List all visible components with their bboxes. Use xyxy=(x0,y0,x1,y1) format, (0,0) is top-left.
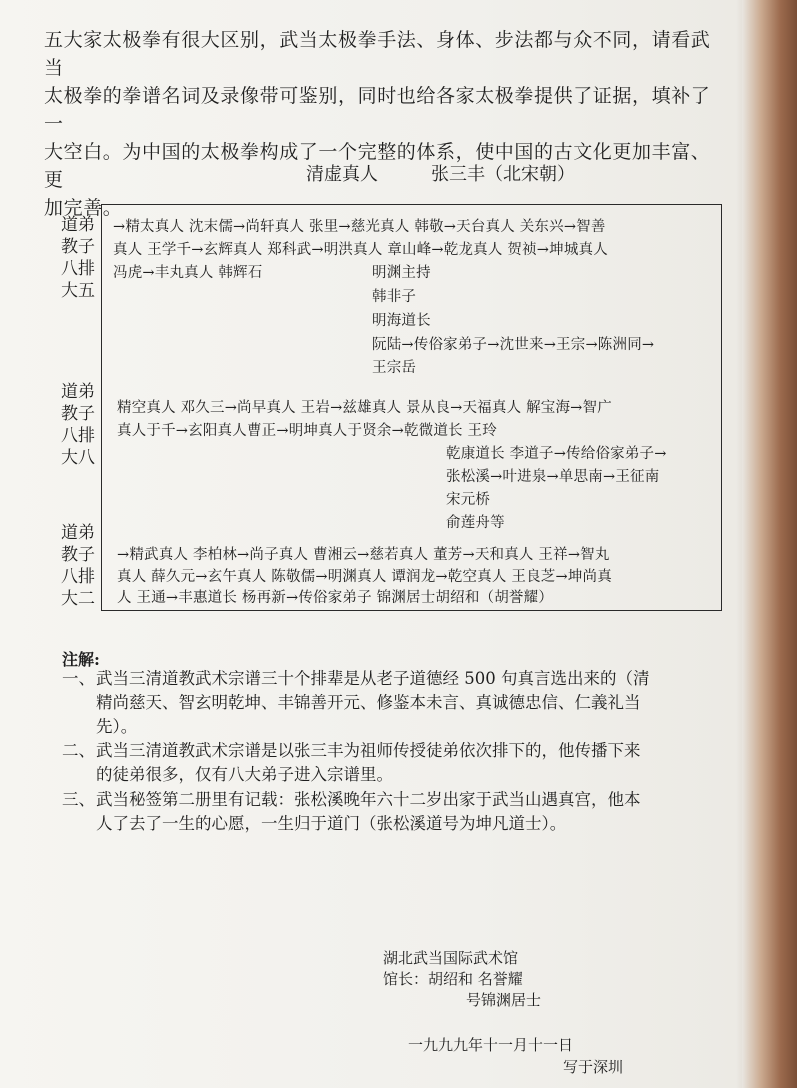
intro-line: 太极拳的拳谱名词及录像带可鉴别，同时也给各家太极拳提供了证据，填补了一 xyxy=(44,85,711,135)
signature-place: 写于深圳 xyxy=(563,1058,624,1076)
group-label-3: 道弟 教子 八排 大二 xyxy=(61,523,95,609)
lineage-line: 真人 薛久元→玄午真人 陈敬儒→明渊真人 谭润龙→乾空真人 王良芝→坤尚真 xyxy=(117,569,612,585)
lineage-line: 真人于千→玄阳真人曹正→明坤真人于贤余→乾微道长 王玲 xyxy=(117,423,497,439)
branch-line: 宋元桥 xyxy=(446,492,491,508)
lineage-line: 人 王通→丰惠道长 杨再新→传俗家弟子 锦渊居士胡绍和（胡誉耀） xyxy=(117,590,554,606)
signature-director: 馆长：胡绍和 名誉耀 xyxy=(383,970,523,988)
notes-title: 注解: xyxy=(62,650,100,669)
branch-line: 韩非子 xyxy=(372,289,417,305)
intro-line: 五大家太极拳有很大区别，武当太极拳手法、身体、步法都与众不同，请看武当 xyxy=(44,29,711,79)
lineage-line: 精空真人 邓久三→尚早真人 王岩→兹雄真人 景从良→天福真人 解宝海→智广 xyxy=(117,400,612,416)
intro-line: 大空白。为中国的太极拳构成了一个完整的体系，使中国的古文化更加丰富、更 xyxy=(44,141,711,191)
branch-line: 王宗岳 xyxy=(372,360,417,376)
note-number: 一、 xyxy=(62,669,95,688)
note-item-3: 三、 武当秘签第二册里有记载：张松溪晚年六十二岁出家于武当山遇真宫，他本 人了去了一生的心愿，一生归于道门（张松溪道号为坤凡道士）。 xyxy=(62,790,641,833)
lineage-line: 真人 王学千→玄辉真人 郑科武→明洪真人 章山峰→乾龙真人 贺祯→坤城真人 xyxy=(113,242,608,258)
note-item-1: 一、 武当三清道教武术宗谱三十个排辈是从老子道德经 500 句真言选出来的（清 精尚慈天、智玄明乾坤、丰锦善开元、修鉴本未言、真诚德忠信、仁義礼当 先）。 xyxy=(62,669,650,736)
branch-line: 张松溪→叶进泉→单思南→王征南 xyxy=(446,469,660,485)
branch-line: 明渊主持 xyxy=(372,265,431,281)
heading-founder: 张三丰（北宋朝） xyxy=(431,164,575,185)
group-label-2: 道弟 教子 八排 大八 xyxy=(61,382,95,468)
lineage-line: →精太真人 沈末儒→尚轩真人 张里→慈光真人 韩敬→天台真人 关东兴→智善 xyxy=(113,219,606,235)
signature-org: 湖北武当国际武术馆 xyxy=(383,949,519,967)
note-number: 二、 xyxy=(62,741,95,760)
note-item-2: 二、 武当三清道教武术宗谱是以张三丰为祖师传授徒弟依次排下的，他传播下来 的徒弟很多，仅有八大弟子进入宗谱里。 xyxy=(62,741,641,784)
branch-line: 乾康道长 李道子→传给俗家弟子→ xyxy=(446,446,667,462)
note-number: 三、 xyxy=(62,790,95,809)
branch-line: 明海道长 xyxy=(372,313,431,329)
lineage-line: →精武真人 李柏林→尚子真人 曹湘云→慈若真人 董芳→天和真人 王祥→智丸 xyxy=(117,547,610,563)
signature-alias: 号锦渊居士 xyxy=(466,991,542,1009)
heading-master: 清虚真人 xyxy=(306,164,378,185)
intro-line: 加完善。 xyxy=(44,197,123,219)
branch-line: 阮陆→传俗家弟子→沈世来→王宗→陈洲同→ xyxy=(372,337,655,353)
intro-paragraph xyxy=(44,26,714,222)
branch-line: 俞莲舟等 xyxy=(446,515,505,531)
group-label-1: 道弟 教子 八排 大五 xyxy=(61,215,95,301)
signature-date: 一九九九年十一月十一日 xyxy=(408,1036,574,1054)
lineage-line: 冯虎→丰丸真人 韩辉石 xyxy=(113,265,263,281)
desk-background xyxy=(742,0,797,1088)
